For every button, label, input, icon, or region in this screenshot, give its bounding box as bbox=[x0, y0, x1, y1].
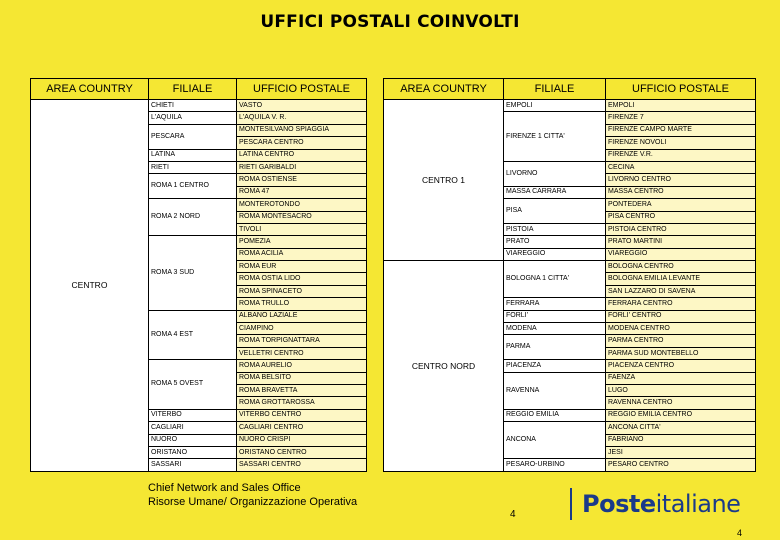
ufficio-postale-cell: FABRIANO bbox=[606, 434, 756, 446]
ufficio-postale-cell: ROMA AURELIO bbox=[237, 360, 367, 372]
ufficio-postale-cell: FIRENZE NOVOLI bbox=[606, 137, 756, 149]
ufficio-postale-cell: VELLETRI CENTRO bbox=[237, 347, 367, 359]
ufficio-postale-cell: FERRARA CENTRO bbox=[606, 298, 756, 310]
ufficio-postale-cell: FIRENZE 7 bbox=[606, 112, 756, 124]
area-country-cell: CENTRO bbox=[31, 100, 149, 472]
filiale-cell: L'AQUILA bbox=[149, 112, 237, 124]
filiale-cell: LIVORNO bbox=[504, 161, 606, 186]
ufficio-postale-cell: PIACENZA CENTRO bbox=[606, 360, 756, 372]
filiale-cell: ROMA 4 EST bbox=[149, 310, 237, 360]
table-row bbox=[384, 100, 756, 112]
logo-text bbox=[582, 490, 740, 518]
ufficio-postale-cell: ROMA OSTIA LIDO bbox=[237, 273, 367, 285]
ufficio-postale-cell: LUGO bbox=[606, 384, 756, 396]
filiale-cell: CHIETI bbox=[149, 100, 237, 112]
filiale-cell: FERRARA bbox=[504, 298, 606, 310]
ufficio-postale-cell: ALBANO LAZIALE bbox=[237, 310, 367, 322]
ufficio-postale-cell: ROMA ACILIA bbox=[237, 248, 367, 260]
ufficio-postale-cell: PESCARA CENTRO bbox=[237, 137, 367, 149]
filiale-cell: EMPOLI bbox=[504, 100, 606, 112]
area-country-cell: CENTRO 1 bbox=[384, 100, 504, 261]
ufficio-postale-cell: CECINA bbox=[606, 161, 756, 173]
ufficio-postale-cell: BOLOGNA EMILIA LEVANTE bbox=[606, 273, 756, 285]
filiale-cell: RAVENNA bbox=[504, 372, 606, 409]
filiale-cell: REGGIO EMILIA bbox=[504, 409, 606, 421]
ufficio-postale-cell: POMEZIA bbox=[237, 236, 367, 248]
header-area-country: AREA COUNTRY bbox=[31, 79, 149, 100]
filiale-cell: CAGLIARI bbox=[149, 422, 237, 434]
ufficio-postale-cell: ROMA OSTIENSE bbox=[237, 174, 367, 186]
logo-divider bbox=[570, 488, 572, 520]
ufficio-postale-cell: ROMA BELSITO bbox=[237, 372, 367, 384]
logo-text-italiane: italiane bbox=[655, 490, 741, 518]
filiale-cell: VITERBO bbox=[149, 409, 237, 421]
filiale-cell: ORISTANO bbox=[149, 446, 237, 458]
ufficio-postale-cell: MONTESILVANO SPIAGGIA bbox=[237, 124, 367, 136]
ufficio-postale-cell: EMPOLI bbox=[606, 100, 756, 112]
ufficio-postale-cell: PARMA SUD MONTEBELLO bbox=[606, 347, 756, 359]
ufficio-postale-cell: LIVORNO CENTRO bbox=[606, 174, 756, 186]
table-row bbox=[384, 261, 756, 273]
ufficio-postale-cell: NUORO CRISPI bbox=[237, 434, 367, 446]
ufficio-postale-cell: VASTO bbox=[237, 100, 367, 112]
filiale-cell: RIETI bbox=[149, 161, 237, 173]
ufficio-postale-cell: MONTEROTONDO bbox=[237, 199, 367, 211]
filiale-cell: MODENA bbox=[504, 323, 606, 335]
filiale-cell: LATINA bbox=[149, 149, 237, 161]
ufficio-postale-cell: ROMA GROTTAROSSA bbox=[237, 397, 367, 409]
ufficio-postale-cell: ROMA MONTESACRO bbox=[237, 211, 367, 223]
filiale-cell: PISTOIA bbox=[504, 223, 606, 235]
right-offices-table bbox=[383, 78, 756, 472]
footer bbox=[148, 481, 357, 509]
logo-text-poste: Poste bbox=[582, 490, 656, 518]
filiale-cell: FIRENZE 1 CITTA' bbox=[504, 112, 606, 162]
filiale-cell: PARMA bbox=[504, 335, 606, 360]
ufficio-postale-cell: ANCONA CITTA' bbox=[606, 422, 756, 434]
header-filiale: FILIALE bbox=[504, 79, 606, 100]
ufficio-postale-cell: PISA CENTRO bbox=[606, 211, 756, 223]
filiale-cell: PESARO-URBINO bbox=[504, 459, 606, 471]
ufficio-postale-cell: BOLOGNA CENTRO bbox=[606, 261, 756, 273]
filiale-cell: ROMA 5 OVEST bbox=[149, 360, 237, 410]
ufficio-postale-cell: FIRENZE V.R. bbox=[606, 149, 756, 161]
ufficio-postale-cell: ROMA 47 bbox=[237, 186, 367, 198]
ufficio-postale-cell: ROMA EUR bbox=[237, 261, 367, 273]
ufficio-postale-cell: PRATO MARTINI bbox=[606, 236, 756, 248]
filiale-cell: PISA bbox=[504, 199, 606, 224]
ufficio-postale-cell: MASSA CENTRO bbox=[606, 186, 756, 198]
filiale-cell: ANCONA bbox=[504, 422, 606, 459]
page-title: UFFICI POSTALI COINVOLTI bbox=[260, 12, 520, 32]
header-filiale: FILIALE bbox=[149, 79, 237, 100]
ufficio-postale-cell: SAN LAZZARO DI SAVENA bbox=[606, 285, 756, 297]
filiale-cell: PRATO bbox=[504, 236, 606, 248]
ufficio-postale-cell: PONTEDERA bbox=[606, 199, 756, 211]
ufficio-postale-cell: CIAMPINO bbox=[237, 323, 367, 335]
header-ufficio-postale: UFFICIO POSTALE bbox=[237, 79, 367, 100]
header-area-country: AREA COUNTRY bbox=[384, 79, 504, 100]
footer-line-2: Risorse Umane/ Organizzazione Operativa bbox=[148, 496, 358, 508]
ufficio-postale-cell: ROMA TRULLO bbox=[237, 298, 367, 310]
page-number: 4 bbox=[510, 509, 516, 520]
ufficio-postale-cell: FIRENZE CAMPO MARTE bbox=[606, 124, 756, 136]
ufficio-postale-cell: ROMA BRAVETTA bbox=[237, 384, 367, 396]
ufficio-postale-cell: ROMA TORPIGNATTARA bbox=[237, 335, 367, 347]
poste-italiane-logo bbox=[570, 488, 740, 520]
ufficio-postale-cell: RIETI GARIBALDI bbox=[237, 161, 367, 173]
ufficio-postale-cell: FORLI' CENTRO bbox=[606, 310, 756, 322]
ufficio-postale-cell: CAGLIARI CENTRO bbox=[237, 422, 367, 434]
ufficio-postale-cell: FAENZA bbox=[606, 372, 756, 384]
filiale-cell: NUORO bbox=[149, 434, 237, 446]
filiale-cell: SASSARI bbox=[149, 459, 237, 471]
filiale-cell: FORLI' bbox=[504, 310, 606, 322]
filiale-cell: MASSA CARRARA bbox=[504, 186, 606, 198]
ufficio-postale-cell: JESI bbox=[606, 446, 756, 458]
ufficio-postale-cell: ROMA SPINACETO bbox=[237, 285, 367, 297]
ufficio-postale-cell: PESARO CENTRO bbox=[606, 459, 756, 471]
ufficio-postale-cell: LATINA CENTRO bbox=[237, 149, 367, 161]
filiale-cell: VIAREGGIO bbox=[504, 248, 606, 260]
ufficio-postale-cell: VIAREGGIO bbox=[606, 248, 756, 260]
ufficio-postale-cell: PARMA CENTRO bbox=[606, 335, 756, 347]
table-row bbox=[31, 100, 367, 112]
header-ufficio-postale: UFFICIO POSTALE bbox=[606, 79, 756, 100]
filiale-cell: ROMA 3 SUD bbox=[149, 236, 237, 310]
area-country-cell: CENTRO NORD bbox=[384, 261, 504, 472]
filiale-cell: BOLOGNA 1 CITTA' bbox=[504, 261, 606, 298]
footer-line-1: Chief Network and Sales Office bbox=[148, 482, 301, 494]
filiale-cell: ROMA 2 NORD bbox=[149, 199, 237, 236]
ufficio-postale-cell: SASSARI CENTRO bbox=[237, 459, 367, 471]
filiale-cell: PESCARA bbox=[149, 124, 237, 149]
filiale-cell: PIACENZA bbox=[504, 360, 606, 372]
ufficio-postale-cell: TIVOLI bbox=[237, 223, 367, 235]
page-number-corner: 4 bbox=[737, 528, 743, 538]
ufficio-postale-cell: MODENA CENTRO bbox=[606, 323, 756, 335]
ufficio-postale-cell: ORISTANO CENTRO bbox=[237, 446, 367, 458]
left-offices-table bbox=[30, 78, 367, 472]
filiale-cell: ROMA 1 CENTRO bbox=[149, 174, 237, 199]
ufficio-postale-cell: PISTOIA CENTRO bbox=[606, 223, 756, 235]
ufficio-postale-cell: VITERBO CENTRO bbox=[237, 409, 367, 421]
ufficio-postale-cell: RAVENNA CENTRO bbox=[606, 397, 756, 409]
ufficio-postale-cell: REGGIO EMILIA CENTRO bbox=[606, 409, 756, 421]
ufficio-postale-cell: L'AQUILA V. R. bbox=[237, 112, 367, 124]
